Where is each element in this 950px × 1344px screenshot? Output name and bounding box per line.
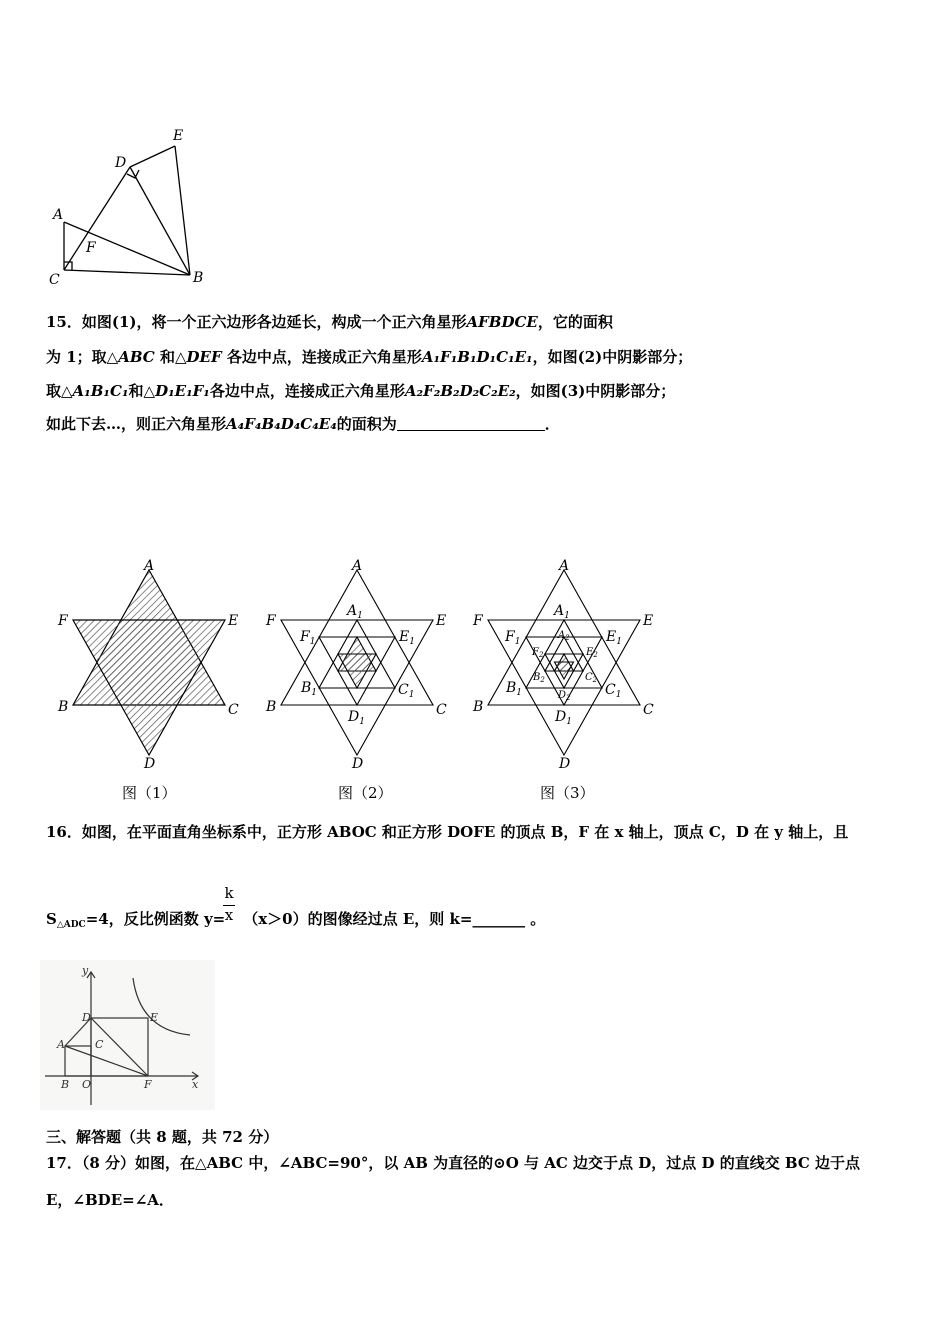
star2-label-b1: $B_1$ bbox=[301, 680, 318, 698]
q16-line2: $S_{\triangle ADC}=4$，反比例函数 y= （x＞0）的图像经过点 E，则 k=_______ 。 bbox=[46, 910, 546, 930]
star2-label-f1: $F_1$ bbox=[300, 629, 316, 647]
star-2 bbox=[281, 570, 433, 755]
star-1 bbox=[57, 558, 239, 772]
star1-label-f: F bbox=[58, 613, 68, 629]
star3-label-e: E bbox=[643, 613, 654, 629]
star2-label-c: C bbox=[436, 702, 447, 718]
star3-label-d: D bbox=[559, 756, 571, 772]
star3-label-f1: $F_1$ bbox=[505, 629, 521, 647]
coord-label-e: E bbox=[150, 1011, 159, 1024]
star2-label-d1: $D_1$ bbox=[348, 709, 365, 727]
star1-label-c: C bbox=[228, 702, 239, 718]
star2-label-b: B bbox=[266, 699, 277, 715]
star3-label-b1: $B_1$ bbox=[506, 680, 523, 698]
q15-line2: 为 1；取△ABC 和△DEF 各边中点，连接成正六角星形A₁F₁B₁D₁C₁E₁，如图(2)中阴影部分； bbox=[46, 348, 693, 366]
caption-figure-1: 图（1） bbox=[122, 784, 177, 802]
segment-cb bbox=[64, 270, 190, 275]
k-answer-blank: _______ bbox=[472, 910, 525, 928]
q15-line4: 如此下去…，则正六角星形A₄F₄B₄D₄C₄E₄的面积为 ． bbox=[46, 415, 560, 433]
fig14-label-b: B bbox=[193, 270, 204, 286]
segment-ab bbox=[64, 222, 190, 275]
section-3-title: 三、解答题（共 8 题，共 72 分） bbox=[46, 1128, 279, 1146]
caption-figure-2: 图（2） bbox=[338, 784, 393, 802]
coord-label-o: O bbox=[82, 1078, 92, 1091]
segment-db bbox=[130, 167, 190, 275]
star2-label-a1: $A_1$ bbox=[347, 603, 363, 621]
star2-label-a: A bbox=[352, 558, 363, 574]
q17-line1: 17．（8 分）如图，在△ABC 中，∠ABC=90°，以 AB 为直径的⊙O 与 AC 边交于点 D，过点 D 的直线交 BC 边于点 bbox=[46, 1154, 861, 1172]
segment-cd bbox=[64, 167, 130, 270]
star3-label-d1: $D_1$ bbox=[555, 709, 572, 727]
star3-label-e2: $E_2$ bbox=[586, 647, 598, 659]
fig14-label-e: E bbox=[173, 128, 184, 144]
star2-label-f: F bbox=[266, 613, 276, 629]
segment-eb bbox=[175, 146, 190, 275]
star3-label-f2: $F_2$ bbox=[532, 647, 544, 659]
coord-label-b: B bbox=[61, 1078, 70, 1091]
coord-label-a: A bbox=[57, 1038, 65, 1051]
fig14-label-c: C bbox=[49, 272, 60, 288]
star2-label-e1: $E_1$ bbox=[399, 629, 415, 647]
q15-line1: 15．如图(1)，将一个正六边形各边延长，构成一个正六角星形AFBDCE，它的面积 bbox=[46, 313, 613, 331]
star3-label-f: F bbox=[473, 613, 483, 629]
coord-label-y: y bbox=[82, 964, 89, 977]
star3-label-d2: $D_2$ bbox=[558, 690, 571, 702]
star3-label-c2: $C_2$ bbox=[585, 672, 598, 684]
q15-line3: 取△A₁B₁C₁和△D₁E₁F₁各边中点，连接成正六角星形A₂F₂B₂D₂C₂E₂，如图(3)中阴影部分； bbox=[46, 382, 676, 400]
segment-de bbox=[130, 146, 175, 167]
caption-figure-3: 图（3） bbox=[540, 784, 595, 802]
star1-label-e: E bbox=[228, 613, 239, 629]
star3-label-b2: $B_2$ bbox=[533, 672, 545, 684]
q17-line2: E，∠BDE=∠A． bbox=[46, 1191, 174, 1209]
star3-label-b: B bbox=[473, 699, 484, 715]
q15-stars-figure bbox=[50, 558, 670, 773]
star1-label-a: A bbox=[144, 558, 155, 574]
star2-label-e: E bbox=[436, 613, 447, 629]
fig14-label-f: F bbox=[86, 240, 96, 256]
fraction-numerator: k bbox=[224, 884, 234, 902]
star3-label-c: C bbox=[643, 702, 654, 718]
star3-label-a: A bbox=[559, 558, 570, 574]
q14-figure bbox=[40, 120, 230, 295]
answer-blank bbox=[397, 416, 545, 431]
fig14-label-d: D bbox=[115, 155, 127, 171]
star1-label-b: B bbox=[58, 699, 69, 715]
star3-label-a2: $A_2$ bbox=[558, 630, 570, 642]
coord-label-f: F bbox=[144, 1078, 152, 1091]
coord-label-c: C bbox=[95, 1038, 104, 1051]
coord-label-x: x bbox=[192, 1078, 199, 1091]
star2-label-c1: $C_1$ bbox=[398, 682, 415, 700]
coord-label-d: D bbox=[82, 1011, 91, 1024]
star3-label-c1: $C_1$ bbox=[605, 682, 622, 700]
fig14-label-a: A bbox=[53, 207, 64, 223]
star2-label-d: D bbox=[352, 756, 364, 772]
q16-coordinate-figure bbox=[40, 960, 215, 1110]
star1-label-d: D bbox=[144, 756, 156, 772]
star3-label-a1: $A_1$ bbox=[554, 603, 570, 621]
star-3 bbox=[488, 570, 640, 755]
fraction-denominator: x bbox=[224, 906, 234, 924]
q16-line1: 16．如图，在平面直角坐标系中，正方形 ABOC 和正方形 DOFE 的顶点 B，F 在 x 轴上，顶点 C，D 在 y 轴上，且 bbox=[46, 823, 849, 841]
star3-label-e1: $E_1$ bbox=[606, 629, 622, 647]
